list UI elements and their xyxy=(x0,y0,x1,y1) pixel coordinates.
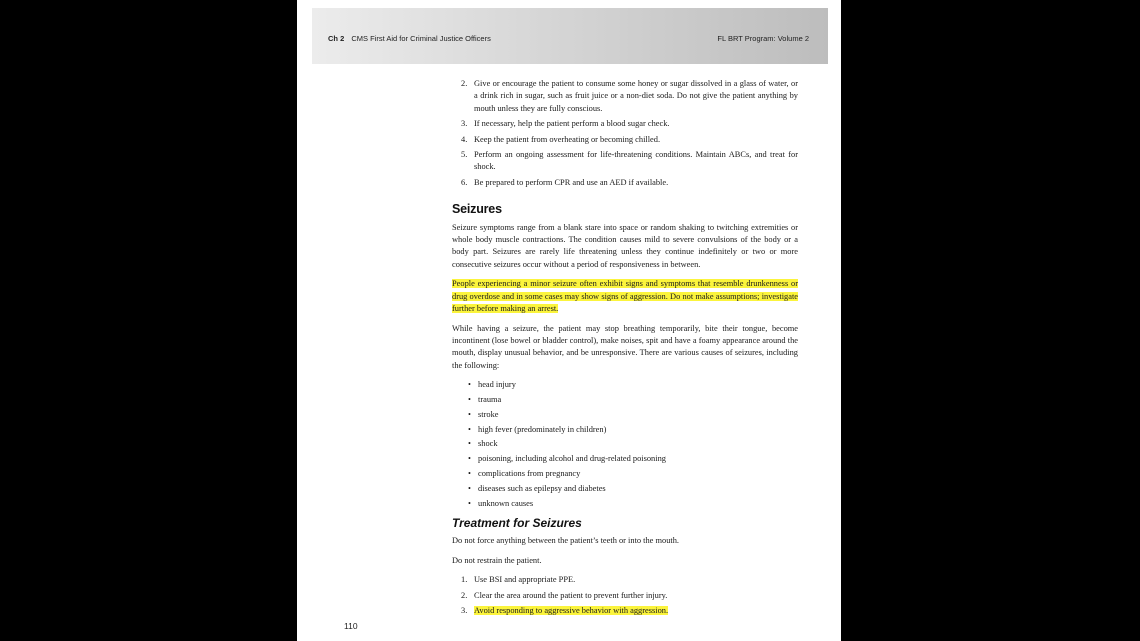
treatment-steps-list xyxy=(452,574,798,617)
list-item: • complications from pregnancy xyxy=(468,468,581,478)
list-item: 3. Avoid responding to aggressive behavior with aggression. xyxy=(461,605,669,615)
subsection-heading-treatment: Treatment for Seizures xyxy=(452,515,582,530)
seizures-intro-paragraph: Seizure symptoms range from a blank stare into space or random shaking to twitching extremities or whole body muscle contractions. The condition causes mild to severe convulsions of the body or a body part. Seizures are rarely life threatening unless they continue indefinitely or two or more consecutive seizures occur without a period of responsiveness in between. xyxy=(452,222,798,269)
highlight: People experiencing a minor seizure often exhibit signs and symptoms that resemble drunkenness or drug overdose and in some cases may show signs of aggression. Do not make assumptions; investigate further before making an arrest. xyxy=(452,279,798,314)
book-title: CMS First Aid for Criminal Justice Officers xyxy=(351,34,491,43)
page-content xyxy=(452,78,798,620)
list-item: 5. Perform an ongoing assessment for life-threatening conditions. Maintain ABCs, and treat for shock. xyxy=(461,150,798,172)
list-item: • diseases such as epilepsy and diabetes xyxy=(468,483,606,493)
list-item: 2. Clear the area around the patient to prevent further injury. xyxy=(461,590,668,600)
list-item: 2. Give or encourage the patient to consume some honey or sugar dissolved in a glass of water, or a drink rich in sugar, such as fruit juice or a non-diet soda. Do not give the patient anything by mouth unless they are fully conscious. xyxy=(461,79,798,113)
treatment-paragraph-1: Do not force anything between the patient’s teeth or into the mouth. xyxy=(452,536,679,546)
header-chapter-title xyxy=(328,34,491,43)
causes-list xyxy=(452,379,798,510)
page-number: 110 xyxy=(344,621,358,631)
list-item: 1. Use BSI and appropriate PPE. xyxy=(461,575,576,585)
treatment-paragraph-2: Do not restrain the patient. xyxy=(452,555,542,565)
highlight: Avoid responding to aggressive behavior with aggression. xyxy=(474,605,669,615)
highlighted-paragraph xyxy=(452,278,798,315)
steps-top-list xyxy=(452,78,798,189)
list-item: • high fever (predominately in children) xyxy=(468,424,607,434)
list-item: • head injury xyxy=(468,380,516,390)
list-item: • shock xyxy=(468,439,498,449)
list-item: 3. If necessary, help the patient perform a blood sugar check. xyxy=(461,119,670,129)
list-item: 6. Be prepared to perform CPR and use an AED if available. xyxy=(461,177,669,187)
list-item: • poisoning, including alcohol and drug-related poisoning xyxy=(468,454,666,464)
list-item: 4. Keep the patient from overheating or becoming chilled. xyxy=(461,134,661,144)
list-item: • unknown causes xyxy=(468,498,534,508)
list-item: • stroke xyxy=(468,409,499,419)
chapter-label: Ch 2 xyxy=(328,34,345,43)
section-heading-seizures: Seizures xyxy=(452,202,502,217)
seizures-symptoms-paragraph: While having a seizure, the patient may stop breathing temporarily, bite their tongue, become incontinent (lose bowel or bladder control), make noises, spit and have a foamy appearance around the mouth, display unusual behavior, and be unresponsive. There are various causes of seizures, including the following: xyxy=(452,323,798,370)
document-page xyxy=(297,0,841,641)
list-item: • trauma xyxy=(468,394,502,404)
program-label: FL BRT Program: Volume 2 xyxy=(717,34,809,43)
